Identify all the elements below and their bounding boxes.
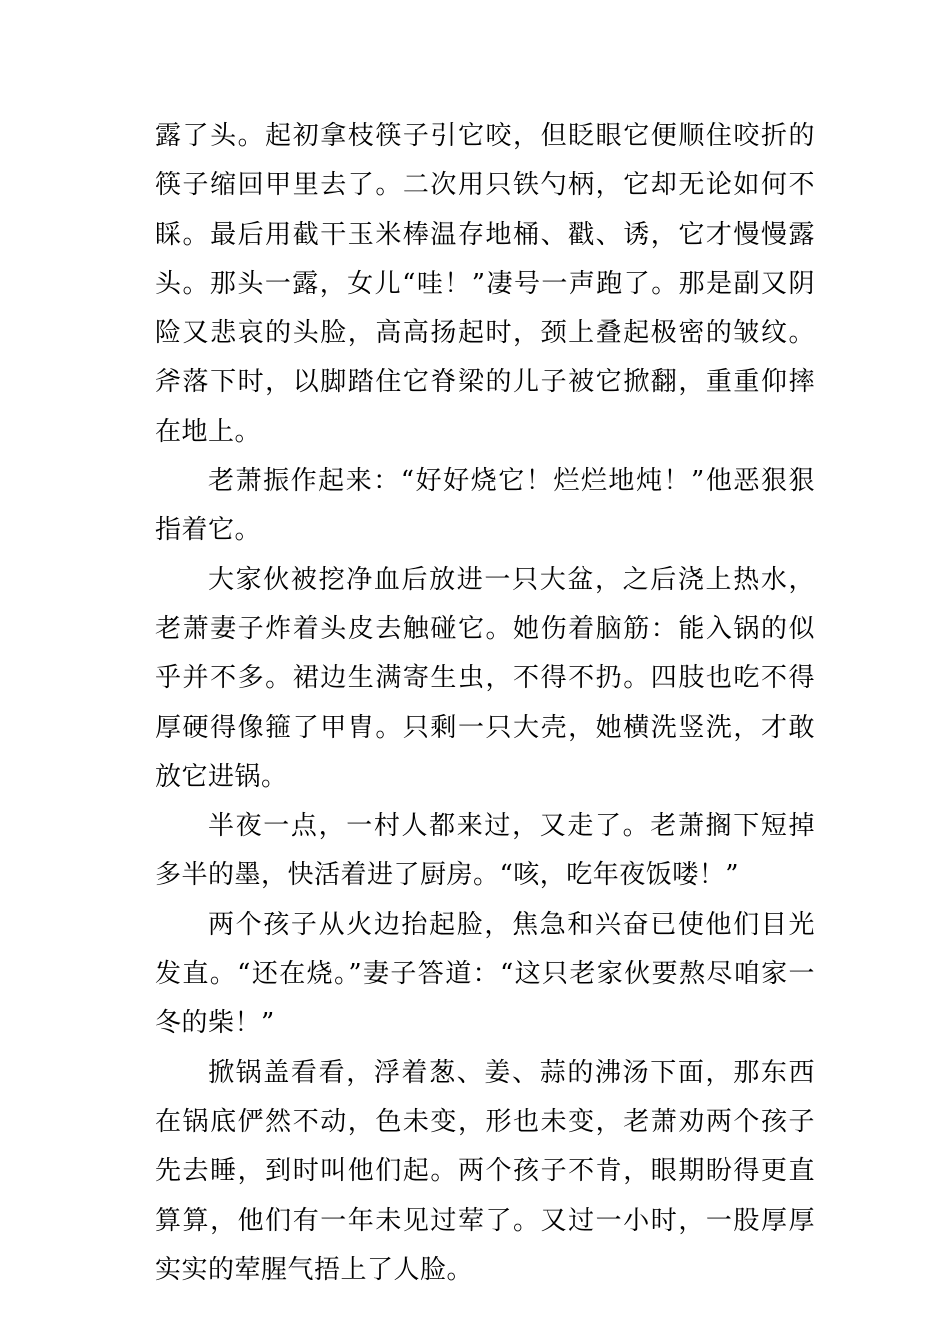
paragraph: 两个孩子从火边抬起脸，焦急和兴奋已使他们目光发直。“还在烧。”妻子答道：“这只老家伙要熬尽咱家一冬的柴！” (155, 909, 815, 1039)
paragraph-continuation: 露了头。起初拿枝筷子引它咬，但眨眼它便顺住咬折的筷子缩回甲里去了。二次用只铁勺柄，它却无论如何不睬。最后用截干玉米棒温存地桶、戳、诱，它才慢慢露头。那头一露，女儿“哇！”凄号一声跑了。那是副又阴险又悲哀的头脸，高高扬起时，颈上叠起极密的皱纹。斧落下时，以脚踏住它脊梁的儿子被它掀翻，重重仰摔在地上。 (155, 121, 815, 447)
document-page (155, 112, 815, 1295)
paragraph: 大家伙被挖净血后放进一只大盆，之后浇上热水，老萧妻子炸着头皮去触碰它。她伤着脑筋：能入锅的似乎并不多。裙边生满寄生虫，不得不扔。四肢也吃不得厚硬得像箍了甲胄。只剩一只大壳，她横洗竖洗，才敢放它进锅。 (155, 564, 815, 792)
paragraph: 老萧振作起来：“好好烧它！烂烂地炖！”他恶狠狠指着它。 (155, 466, 815, 546)
paragraph: 掀锅盖看看，浮着葱、姜、蒜的沸汤下面，那东西在锅底俨然不动，色未变，形也未变，老萧劝两个孩子先去睡，到时叫他们起。两个孩子不肯，眼期盼得更直算算，他们有一年未见过荤了。又过一小时，一股厚厚实实的荤腥气捂上了人脸。 (155, 1057, 815, 1285)
paragraph: 半夜一点，一村人都来过，又走了。老萧搁下短掉多半的墨，快活着进了厨房。“咳，吃年夜饭喽！” (155, 811, 815, 891)
